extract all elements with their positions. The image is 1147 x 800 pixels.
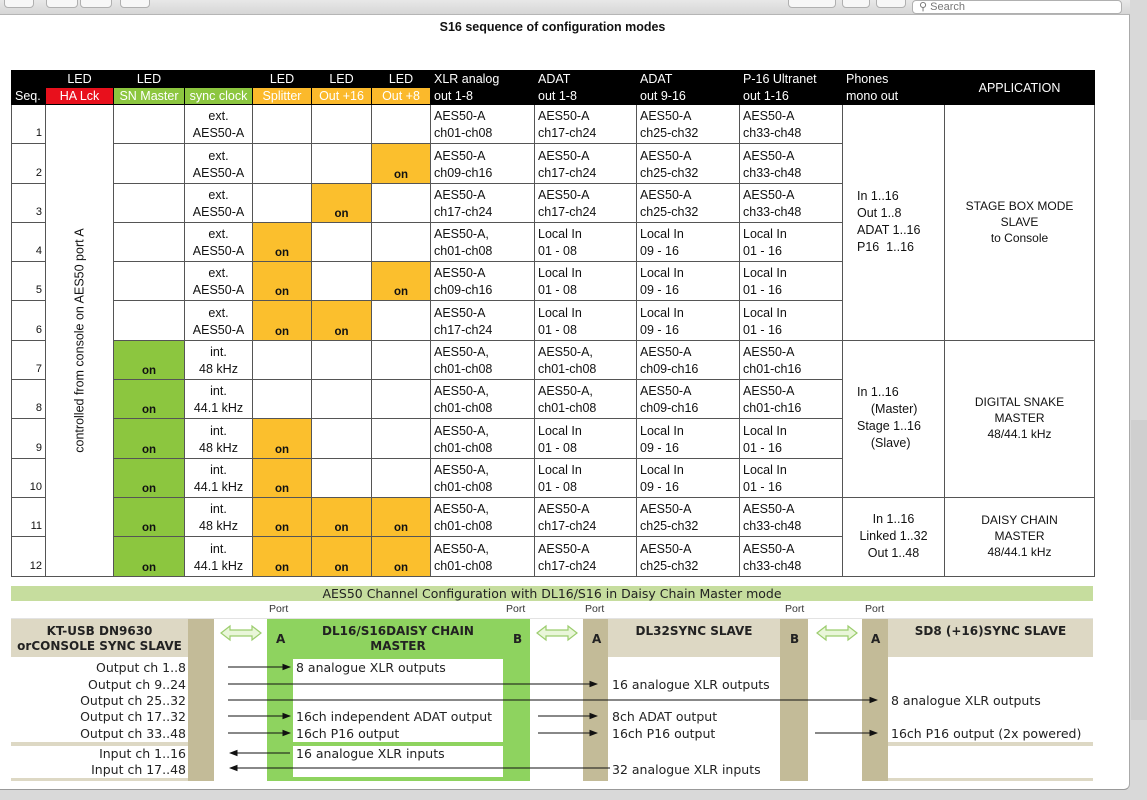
- port-label: Port: [865, 603, 885, 615]
- cell-line: ch25-ch32: [640, 126, 699, 141]
- cell-line: 01 - 16: [743, 479, 782, 494]
- splitter-led: on: [253, 262, 312, 301]
- seq-number: 8: [12, 380, 46, 419]
- application-line: MASTER: [994, 411, 1045, 426]
- header-p16: P-16 Ultranet: [740, 71, 843, 88]
- cell-line: 48 kHz: [199, 362, 238, 377]
- cell-line: Local In: [538, 227, 582, 242]
- seq-number: 10: [12, 458, 46, 497]
- cell-line: ch01-ch08: [538, 362, 597, 377]
- cell-line: ch25-ch32: [640, 165, 699, 180]
- cell-line: 01 - 08: [538, 479, 577, 494]
- header-led: LED: [372, 71, 431, 88]
- cell-line: 01 - 16: [743, 244, 782, 259]
- out16-led: on: [312, 183, 372, 222]
- cell-line: AES50-A,: [538, 345, 593, 360]
- cell-line: 48 kHz: [199, 440, 238, 455]
- port-label: Port: [506, 603, 526, 615]
- cell-line: ch33-ch48: [743, 558, 802, 573]
- cell-line: AES50-A: [434, 266, 486, 281]
- cell-line: 01 - 08: [538, 322, 577, 337]
- sn-master-led: on: [114, 458, 185, 497]
- cell-line: ch33-ch48: [743, 204, 802, 219]
- application-line: SLAVE: [1000, 214, 1039, 229]
- row-label: Input ch 17..48: [91, 762, 186, 777]
- header-adat1: ADAT: [535, 71, 637, 88]
- splitter-led: on: [253, 419, 312, 458]
- bidirectional-link-icon: [537, 626, 577, 640]
- phones-line: (Master): [857, 402, 918, 417]
- phones-line: Out 1..48: [867, 545, 920, 560]
- seq-number: 4: [12, 222, 46, 261]
- cell-line: ext.: [208, 148, 229, 163]
- cell-line: AES50-A: [434, 305, 486, 320]
- cell-line: AES50-A: [434, 187, 486, 202]
- cell-line: 01 - 08: [538, 440, 577, 455]
- cell-line: ch17-ch24: [538, 204, 597, 219]
- cell-line: AES50-A: [743, 109, 795, 124]
- cell-line: 01 - 16: [743, 283, 782, 298]
- cell-line: AES50-A: [640, 502, 692, 517]
- cell-line: 01 - 16: [743, 322, 782, 337]
- header-splitter: Splitter: [253, 88, 312, 105]
- cell-line: ch09-ch16: [640, 362, 699, 377]
- cell-line: ch25-ch32: [640, 519, 699, 534]
- cell-line: 01 - 08: [538, 283, 577, 298]
- cell-line: ch17-ch24: [538, 558, 597, 573]
- cell-line: 48 kHz: [199, 519, 238, 534]
- cell-line: ch01-ch08: [434, 244, 493, 259]
- cell-line: AES50-A: [743, 384, 795, 399]
- cell-line: ch01-ch08: [434, 558, 493, 573]
- seq-number: 6: [12, 301, 46, 340]
- cell-line: int.: [210, 423, 227, 438]
- cell-line: ch09-ch16: [434, 283, 493, 298]
- dl32-title-line: SYNC SLAVE: [669, 624, 753, 638]
- cell-line: 09 - 16: [640, 244, 679, 259]
- cell-line: int.: [210, 384, 227, 399]
- cell-line: 01 - 08: [538, 244, 577, 259]
- application-line: 48/44.1 kHz: [987, 427, 1052, 442]
- page-title: S16 sequence of configuration modes: [439, 20, 666, 34]
- seq-number: 1: [12, 105, 46, 144]
- cell-line: Local In: [743, 305, 787, 320]
- cell-line: AES50-A: [640, 187, 692, 202]
- phones-line: In 1..16: [872, 511, 915, 526]
- out16-led: on: [312, 537, 372, 576]
- phones-line: In 1..16: [857, 385, 899, 400]
- header-led: LED: [114, 71, 185, 88]
- console-title-line: KT-USB DN9630 or: [17, 624, 153, 653]
- sn-master-led: on: [114, 497, 185, 536]
- cell-line: ch17-ch24: [538, 165, 597, 180]
- port-b-label: B: [513, 632, 523, 646]
- cell-line: AES50-A,: [434, 345, 489, 360]
- header-led: LED: [312, 71, 372, 88]
- cell-line: 01 - 16: [743, 440, 782, 455]
- dl32-cell: 16 analogue XLR outputs: [612, 677, 770, 692]
- cell-line: Local In: [743, 462, 787, 477]
- cell-line: AES50-A: [192, 204, 245, 219]
- cell-line: ch01-ch08: [434, 401, 493, 416]
- sd8-cell: 8 analogue XLR outputs: [891, 693, 1041, 708]
- sn-master-led: on: [114, 340, 185, 379]
- phones-line: P16 1..16: [857, 239, 914, 254]
- cell-line: AES50-A: [192, 322, 245, 337]
- cell-line: int.: [210, 502, 227, 517]
- splitter-led: on: [253, 537, 312, 576]
- cell-line: 09 - 16: [640, 322, 679, 337]
- cell-line: AES50-A: [640, 345, 692, 360]
- cell-line: ch09-ch16: [640, 401, 699, 416]
- cell-line: Local In: [640, 227, 684, 242]
- row-label: Output ch 9..24: [88, 677, 186, 692]
- cell-line: AES50-A,: [434, 384, 489, 399]
- application-line: DAISY CHAIN: [981, 513, 1058, 528]
- row-label: Output ch 17..32: [80, 709, 186, 724]
- cell-line: Local In: [640, 266, 684, 281]
- cell-line: AES50-A,: [434, 462, 489, 477]
- sn-master-led: on: [114, 537, 185, 576]
- cell-line: ch01-ch08: [434, 362, 493, 377]
- cell-line: AES50-A,: [434, 227, 489, 242]
- application-line: DIGITAL SNAKE: [974, 395, 1065, 410]
- application-line: 48/44.1 kHz: [987, 545, 1052, 560]
- dl32-cell: 16ch P16 output: [612, 726, 716, 741]
- master-title-line: DL16/S16: [322, 624, 387, 638]
- cell-line: AES50-A: [640, 541, 692, 556]
- dl32-title-line: DL32: [635, 624, 670, 638]
- port-label: Port: [785, 603, 805, 615]
- port-label: Port: [269, 603, 289, 615]
- cell-line: 09 - 16: [640, 283, 679, 298]
- search-icon: ⚲: [919, 1, 931, 13]
- row-label: Input ch 1..16: [99, 746, 186, 761]
- phones-line: (Slave): [857, 436, 911, 451]
- cell-line: AES50-A: [640, 148, 692, 163]
- header-phones-sub: mono out: [843, 88, 945, 105]
- search-placeholder: Search: [930, 1, 965, 13]
- out8-led: on: [372, 144, 431, 183]
- seq-number: 3: [12, 183, 46, 222]
- cell-line: ch33-ch48: [743, 126, 802, 141]
- cell-line: Local In: [743, 227, 787, 242]
- cell-line: ch33-ch48: [743, 165, 802, 180]
- phones-line: Stage 1..16: [857, 419, 921, 434]
- cell-line: ch17-ch24: [434, 204, 493, 219]
- cell-line: AES50-A: [434, 148, 486, 163]
- header-sn-master: SN Master: [114, 88, 185, 105]
- splitter-led: on: [253, 458, 312, 497]
- cell-line: Local In: [538, 305, 582, 320]
- out8-led: on: [372, 497, 431, 536]
- cell-line: int.: [210, 541, 227, 556]
- cell-line: ch01-ch08: [434, 519, 493, 534]
- seq-number: 2: [12, 144, 46, 183]
- header-led: LED: [46, 71, 114, 88]
- cell-line: ch17-ch24: [538, 126, 597, 141]
- cell-line: ext.: [208, 187, 229, 202]
- cell-line: ext.: [208, 266, 229, 281]
- cell-line: ch17-ch24: [434, 322, 493, 337]
- header-led: LED: [253, 71, 312, 88]
- cell-line: AES50-A: [192, 165, 245, 180]
- cell-line: ext.: [208, 227, 229, 242]
- cell-line: 44.1 kHz: [193, 479, 244, 494]
- cell-line: ch33-ch48: [743, 519, 802, 534]
- cell-line: AES50-A,: [434, 541, 489, 556]
- cell-line: int.: [210, 345, 227, 360]
- bidirectional-link-icon: [221, 626, 261, 640]
- port-label: Port: [585, 603, 605, 615]
- master-cell: 16ch P16 output: [296, 726, 400, 741]
- sd8-cell: 16ch P16 output (2x powered): [891, 726, 1082, 741]
- cell-line: AES50-A: [743, 187, 795, 202]
- header-application: APPLICATION: [945, 71, 1095, 105]
- header-xlr-sub: out 1-8: [431, 88, 535, 105]
- splitter-led: on: [253, 497, 312, 536]
- seq-number: 9: [12, 419, 46, 458]
- port-a-label: A: [276, 632, 286, 646]
- master-cell: 16 analogue XLR inputs: [296, 746, 445, 761]
- out16-led: on: [312, 497, 372, 536]
- cell-line: AES50-A: [192, 283, 245, 298]
- cell-line: ch01-ch08: [538, 401, 597, 416]
- cell-line: AES50-A: [192, 244, 245, 259]
- application-line: MASTER: [994, 529, 1045, 544]
- cell-line: AES50-A: [640, 109, 692, 124]
- cell-line: Local In: [538, 462, 582, 477]
- header-p16-sub: out 1-16: [740, 88, 843, 105]
- cell-line: 09 - 16: [640, 440, 679, 455]
- cell-line: AES50-A: [434, 109, 486, 124]
- cell-line: AES50-A,: [434, 423, 489, 438]
- sn-master-led: on: [114, 419, 185, 458]
- splitter-led: on: [253, 222, 312, 261]
- cell-line: ch17-ch24: [538, 519, 597, 534]
- cell-line: AES50-A: [743, 345, 795, 360]
- sd8-title-line: SYNC SLAVE: [983, 624, 1067, 638]
- cell-line: AES50-A: [743, 541, 795, 556]
- ha-lck-note-text: controlled from console on AES50 port A: [72, 228, 86, 453]
- seq-number: 7: [12, 340, 46, 379]
- cell-line: AES50-A: [538, 502, 590, 517]
- sd8-title-line: SD8 (+16): [914, 624, 984, 638]
- bidirectional-link-icon: [817, 626, 857, 640]
- header-adat2: ADAT: [637, 71, 740, 88]
- application-line: STAGE BOX MODE: [965, 198, 1074, 213]
- port-b-label: B: [790, 632, 800, 646]
- cell-line: ch01-ch16: [743, 362, 802, 377]
- out8-led: on: [372, 537, 431, 576]
- cell-line: ch09-ch16: [434, 165, 493, 180]
- out8-led: on: [372, 262, 431, 301]
- master-cell: 8 analogue XLR outputs: [296, 660, 446, 675]
- cell-line: Local In: [743, 423, 787, 438]
- phones-line: ADAT 1..16: [857, 222, 921, 237]
- cell-line: AES50-A: [192, 126, 245, 141]
- cell-line: int.: [210, 462, 227, 477]
- dl32-cell: 8ch ADAT output: [612, 709, 718, 724]
- header-sync-clock: sync clock: [185, 88, 253, 105]
- diagram-title: AES50 Channel Configuration with DL16/S16 in Daisy Chain Master mode: [11, 586, 1093, 601]
- seq-number: 11: [12, 497, 46, 536]
- cell-line: Local In: [743, 266, 787, 281]
- row-label: Output ch 1..8: [95, 660, 186, 675]
- cell-line: AES50-A: [538, 187, 590, 202]
- header-ha-lck: HA Lck: [46, 88, 114, 105]
- cell-line: ch01-ch16: [743, 401, 802, 416]
- cell-line: AES50-A: [538, 109, 590, 124]
- seq-number: 5: [12, 262, 46, 301]
- header-adat1-sub: out 1-8: [535, 88, 637, 105]
- cell-line: AES50-A: [640, 384, 692, 399]
- cell-line: ext.: [208, 305, 229, 320]
- cell-line: AES50-A,: [538, 384, 593, 399]
- cell-line: ch01-ch08: [434, 440, 493, 455]
- cell-line: Local In: [640, 305, 684, 320]
- cell-line: Local In: [640, 462, 684, 477]
- application-line: to Console: [990, 230, 1049, 245]
- port-a-label: A: [592, 632, 602, 646]
- splitter-led: on: [253, 301, 312, 340]
- header-phones: Phones: [843, 71, 945, 88]
- row-label: Output ch 33..48: [80, 726, 186, 741]
- header-out16: Out +16: [312, 88, 372, 105]
- dl32-cell: 32 analogue XLR inputs: [612, 762, 761, 777]
- cell-line: 44.1 kHz: [193, 401, 244, 416]
- cell-line: 44.1 kHz: [193, 558, 244, 573]
- cell-line: ch25-ch32: [640, 558, 699, 573]
- header-seq: Seq.: [12, 88, 46, 105]
- header-xlr: XLR analog: [431, 71, 535, 88]
- sn-master-led: on: [114, 380, 185, 419]
- cell-line: AES50-A: [743, 502, 795, 517]
- seq-number: 12: [12, 537, 46, 576]
- header-out8: Out +8: [372, 88, 431, 105]
- row-label: Output ch 25..32: [80, 693, 186, 708]
- cell-line: AES50-A: [538, 541, 590, 556]
- cell-line: ch01-ch08: [434, 126, 493, 141]
- cell-line: ext.: [208, 109, 229, 124]
- cell-line: Local In: [640, 423, 684, 438]
- cell-line: AES50-A: [743, 148, 795, 163]
- master-cell: 16ch independent ADAT output: [296, 709, 493, 724]
- out16-led: on: [312, 301, 372, 340]
- master-title-line: DAISY CHAIN MASTER: [370, 624, 474, 653]
- phones-line: Linked 1..32: [859, 528, 928, 543]
- header-adat2-sub: out 9-16: [637, 88, 740, 105]
- cell-line: 09 - 16: [640, 479, 679, 494]
- phones-line: Out 1..8: [857, 205, 902, 220]
- cell-line: ch25-ch32: [640, 204, 699, 219]
- console-title-line: CONSOLE SYNC SLAVE: [31, 639, 182, 653]
- cell-line: AES50-A: [538, 148, 590, 163]
- phones-line: In 1..16: [857, 188, 899, 203]
- cell-line: Local In: [538, 266, 582, 281]
- cell-line: AES50-A,: [434, 502, 489, 517]
- cell-line: ch01-ch08: [434, 479, 493, 494]
- cell-line: Local In: [538, 423, 582, 438]
- port-a-label: A: [871, 632, 881, 646]
